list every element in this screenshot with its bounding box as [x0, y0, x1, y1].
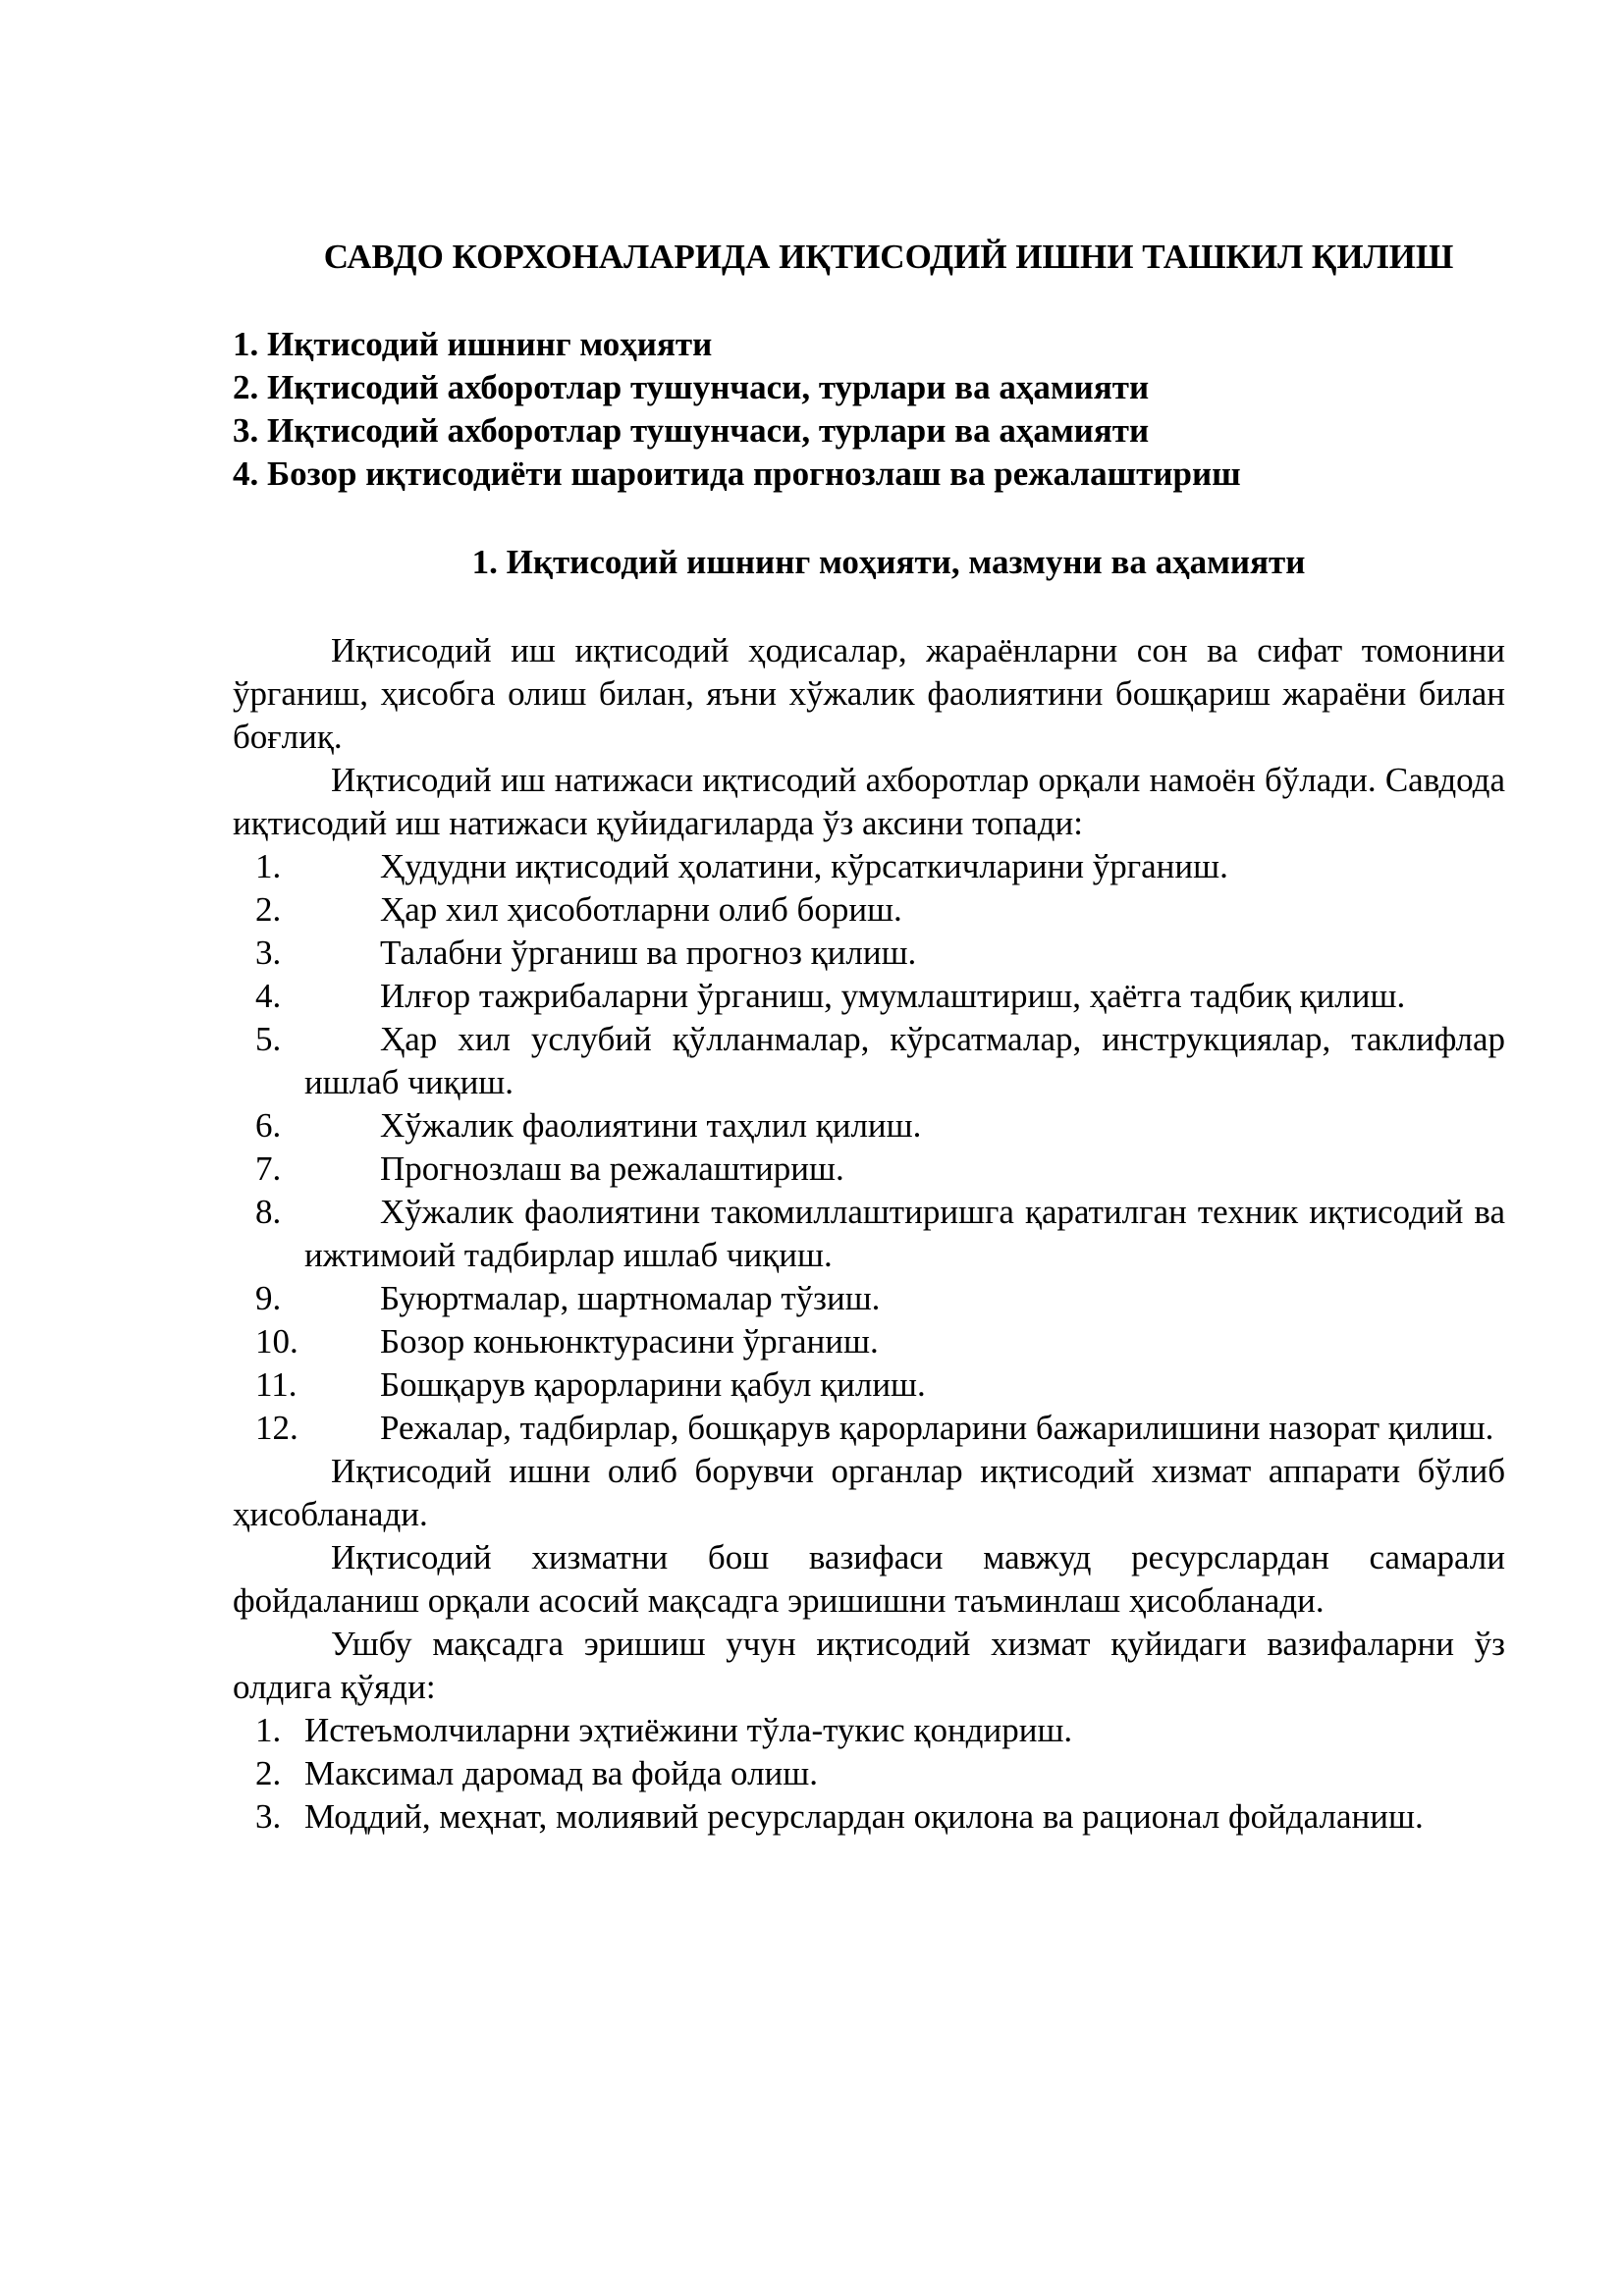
list-text: Ҳудудни иқтисодий ҳолатини, кўрсаткичларини ўрганиш. — [380, 847, 1228, 885]
list-item — [233, 1407, 1505, 1450]
list-number: 3. — [255, 934, 282, 972]
list-number: 11. — [255, 1365, 298, 1404]
paragraph: Иқтисодий ишни олиб борувчи органлар иқтисодий хизмат аппарати бўлиб ҳисобланади. — [233, 1452, 1505, 1533]
list-number: 4. — [255, 977, 282, 1015]
list-item — [233, 888, 1505, 932]
paragraph: Ушбу мақсадга эришиш учун иқтисодий хизмат қуйидаги вазифаларни ўз олдига қўяди: — [233, 1625, 1505, 1706]
list-text: Ҳар хил услубий қўлланмалар, кўрсатмалар, инструкциялар, таклифлар ишлаб чиқиш. — [304, 1020, 1505, 1101]
list-item — [233, 1191, 1505, 1277]
list-text: Буюртмалар, шартномалар тўзиш. — [380, 1279, 881, 1317]
list-item — [233, 845, 1505, 888]
list-number: 3. — [255, 1797, 282, 1836]
section-heading: 1. Иқтисодий ишнинг моҳияти, мазмуни ва аҳамияти — [471, 543, 1306, 581]
table-of-contents — [233, 323, 1505, 496]
tasks-list — [233, 845, 1505, 1450]
list-text: Бозор коньюнктурасини ўрганиш. — [380, 1322, 879, 1361]
list-number: 8. — [255, 1193, 282, 1231]
paragraph: Иқтисодий хизматни бош вазифаси мавжуд ресурслардан самарали фойдаланиш орқали асосий мақсадга эришишни таъминлаш ҳисобланади. — [233, 1538, 1505, 1620]
list-item — [233, 1320, 1505, 1363]
list-number: 2. — [255, 1754, 282, 1792]
list-number: 2. — [255, 890, 282, 929]
list-text: Истеъмолчиларни эҳтиёжини тўла-тукис қондириш. — [304, 1711, 1073, 1749]
list-number: 5. — [255, 1020, 282, 1058]
list-text: Хўжалик фаолиятини такомиллаштиришга қаратилган техник иқтисодий ва ижтимоий тадбирлар ишлаб чиқиш. — [304, 1193, 1505, 1274]
list-text: Максимал даромад ва фойда олиш. — [304, 1754, 818, 1792]
goals-list — [233, 1709, 1505, 1839]
list-text: Илғор тажрибаларни ўрганиш, умумлаштириш, ҳаётга тадбиқ қилиш. — [380, 977, 1406, 1015]
list-item — [233, 1018, 1505, 1104]
document-content — [233, 236, 1505, 1839]
list-text: Моддий, меҳнат, молиявий ресурслардан оқилона ва рационал фойдаланиш. — [304, 1797, 1424, 1836]
list-number: 6. — [255, 1106, 282, 1145]
list-text: Ҳар хил ҳисоботларни олиб бориш. — [380, 890, 902, 929]
document-title: САВДО КОРХОНАЛАРИДА ИҚТИСОДИЙ ИШНИ ТАШКИЛ ҚИЛИШ — [323, 238, 1454, 276]
list-item — [233, 1148, 1505, 1191]
list-item — [233, 1104, 1505, 1148]
list-item — [233, 1795, 1505, 1839]
toc-item: 2. Иқтисодий ахборотлар тушунчаси, турлари ва аҳамияти — [233, 368, 1150, 406]
list-number: 12. — [255, 1409, 298, 1447]
list-item — [233, 1709, 1505, 1752]
paragraph: Иқтисодий иш иқтисодий ҳодисалар, жараёнларни сон ва сифат томонини ўрганиш, ҳисобга олиш билан, яъни хўжалик фаолиятини бошқариш жараёни билан боғлиқ. — [233, 631, 1505, 756]
list-number: 10. — [255, 1322, 298, 1361]
toc-item: 4. Бозор иқтисодиёти шароитида прогнозлаш ва режалаштириш — [233, 454, 1241, 493]
toc-item: 3. Иқтисодий ахборотлар тушунчаси, турлари ва аҳамияти — [233, 411, 1150, 450]
list-text: Режалар, тадбирлар, бошқарув қарорларини бажарилишини назорат қилиш. — [380, 1409, 1494, 1447]
list-number: 9. — [255, 1279, 282, 1317]
list-text: Талабни ўрганиш ва прогноз қилиш. — [380, 934, 917, 972]
list-number: 7. — [255, 1149, 282, 1188]
list-text: Прогнозлаш ва режалаштириш. — [380, 1149, 844, 1188]
list-text: Хўжалик фаолиятини таҳлил қилиш. — [380, 1106, 922, 1145]
list-item — [233, 1363, 1505, 1407]
paragraph: Иқтисодий иш натижаси иқтисодий ахборотлар орқали намоён бўлади. Савдода иқтисодий иш натижаси қуйидагиларда ўз аксини топади: — [233, 761, 1505, 842]
list-number: 1. — [255, 1711, 282, 1749]
list-text: Бошқарув қарорларини қабул қилиш. — [380, 1365, 926, 1404]
list-item — [233, 932, 1505, 975]
toc-item: 1. Иқтисодий ишнинг моҳияти — [233, 325, 713, 363]
list-item — [233, 975, 1505, 1018]
list-item — [233, 1277, 1505, 1320]
list-number: 1. — [255, 847, 282, 885]
list-item — [233, 1752, 1505, 1795]
